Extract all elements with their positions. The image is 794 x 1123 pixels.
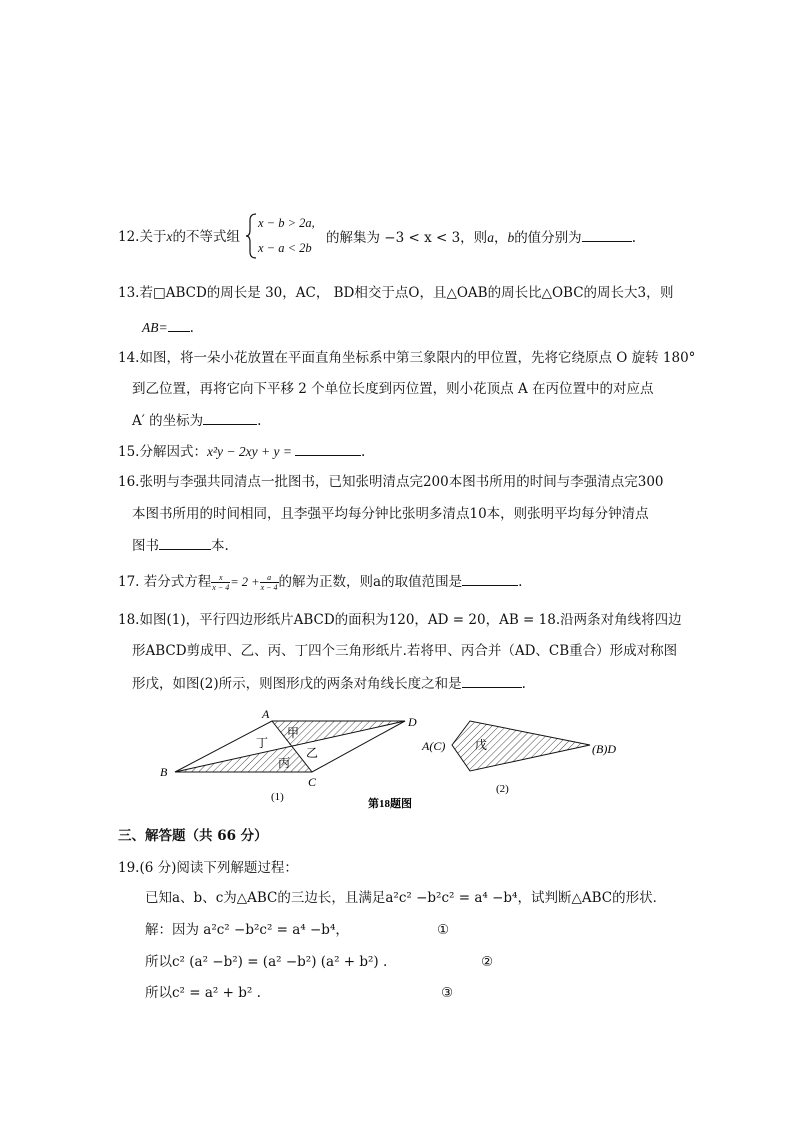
q12-tail-line (326, 227, 636, 248)
label-bd: (B)D (592, 742, 616, 756)
q12-var-x: x (166, 229, 173, 244)
q18-prefix: 形戊，如图(2)所示，则图形戊的两条对角线长度之和是 (132, 676, 462, 692)
q18-line1: 18.如图(1)，平行四边形纸片ABCD的面积为120，AD = 20，AB = 18.沿两条对角线将四边 (118, 612, 682, 628)
q18-line3 (132, 673, 526, 694)
q16-answer-blank[interactable] (159, 535, 211, 550)
q16-line3 (132, 535, 229, 556)
q14-line1: 14.如图，将一朵小花放置在平面直角坐标系中第三象限内的甲位置，先将它绕原点 O 旋转 180° (118, 350, 696, 366)
q14-prefix: A′ 的坐标为 (132, 413, 204, 429)
q19-line4: 所以c² (a² −b²) = (a² −b²) (a² + b²) . (145, 954, 388, 970)
region-bing (175, 747, 312, 772)
q12-line (118, 227, 240, 247)
q14-answer-blank[interactable] (203, 410, 257, 425)
q19-mark2: ② (481, 954, 494, 970)
q12-sep: ， (493, 230, 508, 246)
q13-end: . (189, 320, 194, 336)
label-ac: A(C) (422, 739, 446, 753)
label-a: A (262, 707, 270, 721)
q12-var-b: b (507, 230, 515, 245)
figure-2 (421, 721, 616, 795)
q13-line1: 13.若□ABCD的周长是 30，AC， BD相交于点O，且△OAB的周长比△OBC的周长大3， (118, 285, 660, 301)
q17-end: . (518, 574, 523, 590)
q17-after: 的解为正数，则a的取值范围是 (278, 574, 463, 590)
q12-end: . (631, 230, 636, 246)
caption-2: (2) (496, 783, 509, 795)
label-ding: 丁 (256, 736, 269, 750)
q19-line5: 所以c² = a² + b² . (145, 985, 261, 1001)
q15-answer-blank[interactable] (295, 441, 361, 456)
q19-line3: 解：因为 a²c² −b²c² = a⁴ −b⁴， (145, 922, 349, 938)
q18-figure (150, 700, 630, 815)
q12-prefix: 12.关于 (118, 229, 167, 245)
kite-wu (452, 721, 590, 771)
q19-mark1: ① (437, 922, 450, 938)
label-b: B (160, 765, 168, 779)
q14-line3 (132, 410, 261, 431)
q15-prefix: 15.分解因式： (118, 444, 207, 460)
label-jia: 甲 (287, 726, 300, 740)
section-3-title: 三、解答题（共 66 分） (118, 828, 268, 844)
q17-answer-blank[interactable] (462, 571, 518, 586)
q12-var-a: a (487, 230, 494, 245)
q17-f2-den: x − 4 (260, 583, 278, 592)
q17-mid: = 2 + (230, 575, 260, 589)
label-yi: 乙 (306, 746, 319, 760)
q16-line1: 16.张明与李强共同清点一批图书，已知张明清点完200本图书所用的时间与李强清点完300 (118, 474, 664, 490)
q12-tail: 的值分别为 (514, 230, 582, 246)
label-d: D (408, 715, 417, 729)
figure-1 (160, 707, 417, 803)
q17-f1-num: x (211, 573, 230, 583)
label-bing: 丙 (278, 756, 291, 770)
q17-f1-den: x − 4 (212, 583, 230, 592)
q15-line (118, 441, 365, 462)
q12-after: 的解集为 −3 < x < 3，则 (326, 230, 488, 246)
q12-eq1: x − b > 2a, (258, 216, 315, 230)
q18-answer-blank[interactable] (462, 673, 522, 688)
q15-end: . (360, 444, 366, 460)
q13-ab-label: AB= (142, 320, 168, 335)
q17-fraction1 (211, 573, 230, 592)
q19-line1: 19.(6 分)阅读下列解题过程： (118, 860, 298, 876)
q12-answer-blank[interactable] (582, 227, 632, 242)
q17-line (118, 571, 522, 592)
label-wu: 戊 (475, 738, 488, 752)
q13-line2 (142, 317, 194, 338)
q17-f2-num: a (260, 573, 279, 583)
caption-1: (1) (271, 791, 284, 803)
q19-line2: 已知a、b、c为△ABC的三边长，且满足a²c² −b²c² = a⁴ −b⁴，试判断△ABC的形状． (145, 890, 667, 906)
q16-line2: 本图书所用的时间相同，且李强平均每分钟比张明多清点10本，则张明平均每分钟清点 (132, 506, 649, 522)
q13-answer-blank[interactable] (168, 317, 190, 332)
q18-end: . (521, 676, 526, 692)
q16-end: 本. (211, 538, 229, 554)
q15-expr: x²y − 2xy + y = (206, 444, 292, 459)
q13-right-word: 则 (660, 285, 674, 301)
label-c: C (308, 775, 317, 789)
q14-line2: 到乙位置，再将它向下平移 2 个单位长度到丙位置，则小花顶点 A 在丙位置中的对应点 (132, 381, 654, 397)
q12-eq2: x − a < 2b (258, 241, 312, 255)
q17-prefix: 17. 若分式方程 (118, 574, 212, 590)
q12-mid: 的不等式组 (172, 229, 240, 245)
figure-title: 第18题图 (368, 798, 412, 810)
q17-fraction2 (260, 573, 279, 592)
q14-end: . (257, 413, 262, 429)
q16-prefix: 图书 (132, 538, 159, 554)
q18-line2: 形ABCD剪成甲、乙、丙、丁四个三角形纸片.若将甲、丙合并（AD、CB重合）形成对称图 (132, 643, 678, 659)
q19-mark3: ③ (441, 985, 454, 1001)
